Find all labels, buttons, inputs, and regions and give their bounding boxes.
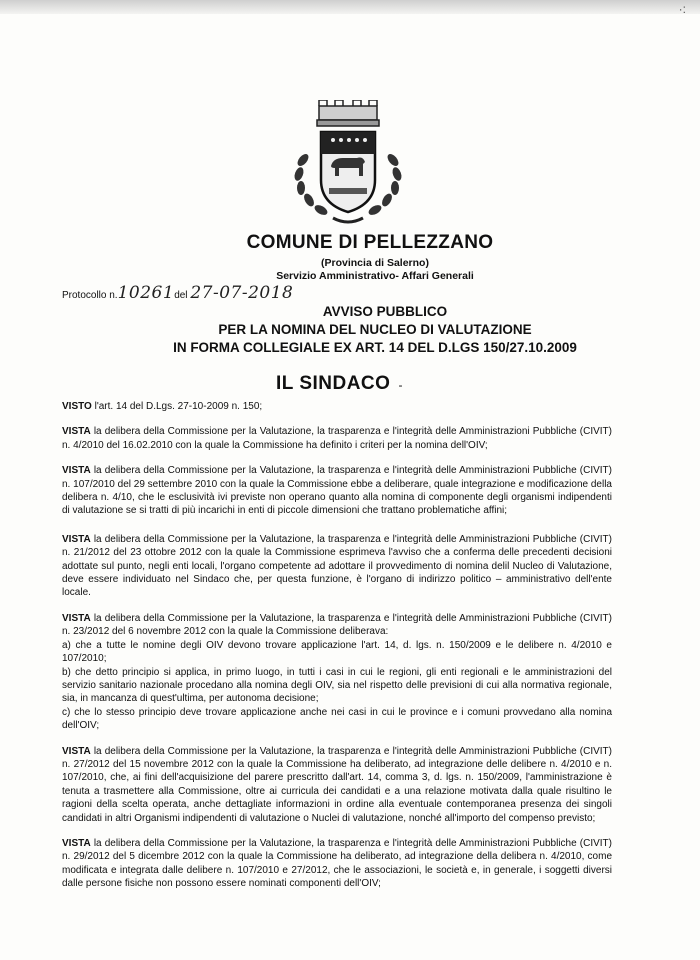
notice-title bbox=[0, 303, 700, 357]
list-item: c) che lo stesso principio deve trovare applicazione anche nei casi in cui le province e i comuni provvedano alla nomina dell'OIV; bbox=[62, 706, 612, 732]
municipality-name: COMUNE DI PELLEZZANO bbox=[246, 232, 494, 253]
protocol-del-label: del bbox=[174, 290, 188, 301]
province-label: (Provincia di Salerno) bbox=[321, 257, 429, 269]
protocol-line bbox=[62, 283, 293, 303]
paragraph-lead: VISTA bbox=[62, 426, 91, 438]
paragraph-text: la delibera della Commissione per la Valutazione, la trasparenza e l'integrità delle Amministrazioni Pubbliche (CIVIT) n. 107/2010 del 29 settembre 2010 con la quale la Commissione ebbe a deliberare, quale integrazione e modificazione della delibera n. 4/10, che le esclusività ivi previste non operano quanto alla nomina di componente degli organismi indipendenti di valutazione se si tratti di più incarichi in enti di piccole dimensioni che trattano problematiche affini; bbox=[62, 465, 612, 517]
paragraph-text: la delibera della Commissione per la Valutazione, la trasparenza e l'integrità delle Amministrazioni Pubbliche (CIVIT) n. 29/2012 del 5 dicembre 2012 con la quale la Commissione ha deliberato, ad integrazione della delibera n. 4/2010, come modificata e integrata dalle delibere n. 107/2010 e 27/2012, che le associazioni, le società e, in generale, i soggetti diversi dalle persone fisiche non possono essere nominati componenti dell'OIV; bbox=[62, 837, 612, 890]
list-item: a) che a tutte le nomine degli OIV devono trovare applicazione l'art. 14, d. lgs. n. 150/2009 e le delibere n. 4/2010 e 107/2010; bbox=[62, 639, 612, 665]
paragraph-lead: VISTA bbox=[62, 745, 91, 757]
document-header bbox=[0, 232, 700, 282]
protocol-number-handwritten: 10261 bbox=[117, 283, 175, 303]
paragraph-lead: VISTA bbox=[62, 533, 91, 545]
paragraph-text: la delibera della Commissione per la Valutazione, la trasparenza e l'integrità delle Amministrazioni Pubbliche (CIVIT) n. 27/2012 del 15 novembre 2012 con la quale la Commissione ha deliberato, ad integrazione delle delibere n. 4/2010 e n. 107/2010, che, ai fini dell'acquisizione del parere prescritto dall'art. 14, comma 3, d. lgs. n. 150/2009, l'amministrazione è tenuta a trasmettere alla Commissione, oltre ai curricula dei candidati e a una relazione motivata dalla quale risultino le ragioni della scelta operata, anche dettagliate informazioni in ordine alla eventuale contemporanea presenza dei singoli candidati in altri Organismi indipendenti di valutazione o Nuclei di valutazione, nonché all'importo del compenso previsto; bbox=[62, 745, 612, 824]
paragraph bbox=[62, 745, 612, 825]
paragraph bbox=[62, 425, 612, 452]
paragraph-lead: VISTA bbox=[62, 612, 91, 624]
coat-of-arms-icon bbox=[283, 100, 413, 230]
paragraph-text: la delibera della Commissione per la Valutazione, la trasparenza e l'integrità delle Amministrazioni Pubbliche (CIVIT) n. 21/2012 del 23 ottobre 2012 con la quale la Commissione esprimeva l'avviso che a conferma delle precedenti decisioni adottate sul punto, negli enti locali, l'organo competente ad adottare il provvedimento di nomina delil Nucleo di Valutazione, deve essere individuato nel Sindaco che, per questa funzione, è l'organo di indirizzo politico – amministrativo dell'ente locale. bbox=[62, 533, 612, 599]
service-label: Servizio Amministrativo- Affari Generali bbox=[276, 270, 474, 282]
notice-title-line: AVVISO PUBBLICO bbox=[322, 304, 448, 319]
paragraph-text: la delibera della Commissione per la Valutazione, la trasparenza e l'integrità delle Amministrazioni Pubbliche (CIVIT) n. 4/2010 del 16.02.2010 con la quale la Commissione ha definito i criteri per la nomina dell'OIV; bbox=[62, 426, 612, 451]
paragraph-lead: VISTA bbox=[62, 837, 91, 849]
mayor-heading bbox=[276, 373, 403, 395]
document-body bbox=[62, 400, 612, 891]
list-item: b) che detto principio si applica, in primo luogo, in tutti i casi in cui le regioni, gli enti regionali e le amministrazioni del servizio sanitario nazionale procedano alla nomina degli OIV, sia nel rispetto delle previsioni di cui alla normativa regionale, sia, in mancanza di quest'ultima, per autonoma decisione; bbox=[62, 666, 612, 705]
paragraph bbox=[62, 400, 612, 413]
paragraph bbox=[62, 612, 612, 733]
pen-mark: - bbox=[398, 378, 403, 392]
mayor-heading-text: IL SINDACO bbox=[276, 373, 391, 394]
paragraph-text: la delibera della Commissione per la Valutazione, la trasparenza e l'integrità delle Amministrazioni Pubbliche (CIVIT) n. 23/2012 del 6 novembre 2012 con la quale la Commissione deliberava: bbox=[62, 612, 612, 638]
protocol-label: Protocollo n. bbox=[62, 290, 118, 301]
notice-title-line: IN FORMA COLLEGIALE EX ART. 14 DEL D.LGS 150/27.10.2009 bbox=[173, 340, 577, 355]
paragraph-text: l'art. 14 del D.Lgs. 27-10-2009 n. 150; bbox=[91, 401, 263, 412]
paragraph-lead: VISTA bbox=[62, 465, 91, 477]
protocol-date-handwritten: 27-07-2018 bbox=[190, 283, 294, 303]
notice-title-line: PER LA NOMINA DEL NUCLEO DI VALUTAZIONE bbox=[218, 322, 532, 337]
paragraph bbox=[62, 837, 612, 891]
scan-artifact: ·: bbox=[678, 2, 686, 16]
paragraph-intro bbox=[62, 612, 612, 639]
paragraph bbox=[62, 464, 612, 518]
paragraph-lead: VISTO bbox=[62, 401, 92, 412]
paragraph bbox=[62, 533, 612, 600]
